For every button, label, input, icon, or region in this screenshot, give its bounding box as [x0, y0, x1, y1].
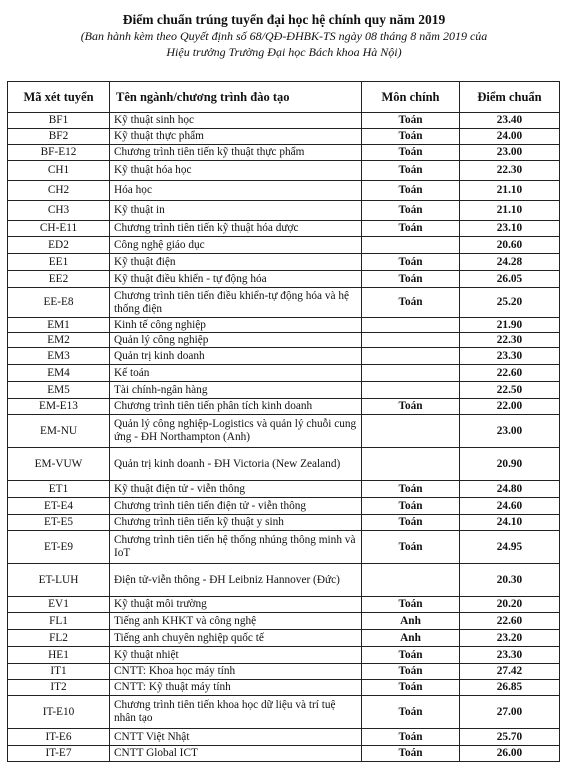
row-program-name: Chương trình tiên tiến phân tích kinh doanh	[110, 399, 362, 415]
row-code: EE1	[8, 254, 110, 271]
document-subtitle-line1: (Ban hành kèm theo Quyết định số 68/QĐ-ĐHBK-TS ngày 08 tháng 8 năm 2019 của	[80, 29, 488, 43]
row-code: BF-E12	[8, 145, 110, 161]
row-code: CH-E11	[8, 221, 110, 237]
row-main-subject: Toán	[362, 113, 460, 129]
row-main-subject: Toán	[362, 696, 460, 729]
row-cutoff-score: 23.20	[460, 630, 560, 647]
row-cutoff-score: 23.10	[460, 221, 560, 237]
row-program-name: Kỹ thuật điện	[110, 254, 362, 271]
row-program-name: Kế toán	[110, 365, 362, 382]
row-code: CH3	[8, 201, 110, 221]
row-code: HE1	[8, 647, 110, 664]
row-code: IT-E10	[8, 696, 110, 729]
row-cutoff-score: 22.50	[460, 382, 560, 399]
row-program-name: Kỹ thuật sinh học	[110, 113, 362, 129]
row-main-subject: Toán	[362, 145, 460, 161]
row-program-name: Hóa học	[110, 181, 362, 201]
row-main-subject: Toán	[362, 746, 460, 762]
row-cutoff-score: 20.30	[460, 564, 560, 597]
row-program-name: Kỹ thuật hóa học	[110, 161, 362, 181]
row-code: FL1	[8, 613, 110, 630]
table-row	[8, 271, 560, 288]
row-main-subject: Toán	[362, 288, 460, 318]
table-row	[8, 448, 560, 481]
row-program-name: Chương trình tiên tiến kỹ thuật hóa dược	[110, 221, 362, 237]
table-body	[8, 113, 560, 762]
row-main-subject: Toán	[362, 481, 460, 498]
table-row	[8, 729, 560, 746]
row-main-subject: Toán	[362, 515, 460, 531]
admission-scores-table	[7, 81, 560, 762]
table-row	[8, 129, 560, 145]
row-main-subject: Toán	[362, 399, 460, 415]
row-program-name: CNTT: Khoa học máy tính	[110, 664, 362, 680]
row-program-name: Kỹ thuật điện tử - viễn thông	[110, 481, 362, 498]
row-cutoff-score: 25.70	[460, 729, 560, 746]
row-main-subject: Toán	[362, 647, 460, 664]
table-row	[8, 498, 560, 515]
row-program-name: Chương trình tiên tiến kỹ thuật thực phẩm	[110, 145, 362, 161]
table-row	[8, 696, 560, 729]
row-program-name: Chương trình tiên tiến kỹ thuật y sinh	[110, 515, 362, 531]
table-row	[8, 201, 560, 221]
row-code: IT1	[8, 664, 110, 680]
row-cutoff-score: 24.60	[460, 498, 560, 515]
row-program-name: Quản trị kinh doanh - ĐH Victoria (New Zealand)	[110, 448, 362, 481]
row-program-name: Chương trình tiên tiến điều khiển-tự động hóa và hệ thống điện	[110, 288, 362, 318]
row-cutoff-score: 22.60	[460, 613, 560, 630]
row-main-subject: Toán	[362, 531, 460, 564]
row-cutoff-score: 20.90	[460, 448, 560, 481]
table-row	[8, 333, 560, 348]
row-code: ED2	[8, 237, 110, 254]
table-row	[8, 318, 560, 333]
table-row	[8, 365, 560, 382]
row-program-name: Chương trình tiên tiến hệ thống nhúng thông minh và IoT	[110, 531, 362, 564]
row-code: ET-E4	[8, 498, 110, 515]
table-row	[8, 664, 560, 680]
table-row	[8, 613, 560, 630]
row-cutoff-score: 25.20	[460, 288, 560, 318]
row-code: EM-NU	[8, 415, 110, 448]
row-program-name: Quản lý công nghiệp	[110, 333, 362, 348]
row-main-subject	[362, 382, 460, 399]
table-header-row	[8, 82, 560, 113]
row-program-name: Tiếng anh chuyên nghiệp quốc tế	[110, 630, 362, 647]
row-program-name: Công nghệ giáo dục	[110, 237, 362, 254]
table-row	[8, 515, 560, 531]
row-program-name: CNTT Global ICT	[110, 746, 362, 762]
table-row	[8, 531, 560, 564]
row-code: EM2	[8, 333, 110, 348]
row-main-subject	[362, 318, 460, 333]
row-code: BF2	[8, 129, 110, 145]
table-row	[8, 382, 560, 399]
row-program-name: Quản lý công nghiệp-Logistics và quản lý chuỗi cung ứng - ĐH Northampton (Anh)	[110, 415, 362, 448]
row-program-name: Kỹ thuật in	[110, 201, 362, 221]
row-code: EM-E13	[8, 399, 110, 415]
row-cutoff-score: 22.00	[460, 399, 560, 415]
row-main-subject: Toán	[362, 664, 460, 680]
table-row	[8, 564, 560, 597]
table-row	[8, 647, 560, 664]
row-main-subject: Toán	[362, 271, 460, 288]
row-main-subject: Toán	[362, 597, 460, 613]
row-code: EE2	[8, 271, 110, 288]
row-program-name: Kỹ thuật điều khiển - tự động hóa	[110, 271, 362, 288]
row-code: EM-VUW	[8, 448, 110, 481]
row-cutoff-score: 23.40	[460, 113, 560, 129]
row-code: BF1	[8, 113, 110, 129]
row-code: EM4	[8, 365, 110, 382]
table-row	[8, 415, 560, 448]
row-cutoff-score: 24.80	[460, 481, 560, 498]
row-program-name: CNTT Việt Nhật	[110, 729, 362, 746]
row-program-name: Chương trình tiên tiến khoa học dữ liệu và trí tuệ nhân tạo	[110, 696, 362, 729]
row-main-subject	[362, 333, 460, 348]
row-main-subject: Toán	[362, 254, 460, 271]
row-main-subject	[362, 564, 460, 597]
row-code: EM5	[8, 382, 110, 399]
row-code: IT-E6	[8, 729, 110, 746]
row-code: ET-E9	[8, 531, 110, 564]
table-row	[8, 221, 560, 237]
row-program-name: Chương trình tiên tiến điện tử - viễn thông	[110, 498, 362, 515]
row-main-subject: Toán	[362, 680, 460, 696]
row-code: ET1	[8, 481, 110, 498]
row-cutoff-score: 22.30	[460, 161, 560, 181]
row-main-subject: Toán	[362, 221, 460, 237]
row-code: IT-E7	[8, 746, 110, 762]
row-cutoff-score: 26.85	[460, 680, 560, 696]
row-main-subject	[362, 415, 460, 448]
row-code: ET-E5	[8, 515, 110, 531]
header-code: Mã xét tuyển	[8, 82, 110, 113]
row-program-name: Tài chính-ngân hàng	[110, 382, 362, 399]
row-code: EM1	[8, 318, 110, 333]
table-row	[8, 399, 560, 415]
row-cutoff-score: 23.30	[460, 348, 560, 365]
row-code: CH1	[8, 161, 110, 181]
row-main-subject	[362, 448, 460, 481]
row-code: FL2	[8, 630, 110, 647]
row-main-subject: Anh	[362, 613, 460, 630]
row-code: CH2	[8, 181, 110, 201]
table-row	[8, 237, 560, 254]
row-program-name: Quản trị kinh doanh	[110, 348, 362, 365]
row-cutoff-score: 20.60	[460, 237, 560, 254]
table-row	[8, 161, 560, 181]
table-row	[8, 348, 560, 365]
header-score: Điểm chuẩn	[460, 82, 560, 113]
row-cutoff-score: 23.30	[460, 647, 560, 664]
row-program-name: Điện tử-viễn thông - ĐH Leibniz Hannover (Đức)	[110, 564, 362, 597]
row-cutoff-score: 20.20	[460, 597, 560, 613]
row-program-name: Kỹ thuật thực phẩm	[110, 129, 362, 145]
row-cutoff-score: 27.42	[460, 664, 560, 680]
table-row	[8, 288, 560, 318]
row-main-subject: Toán	[362, 129, 460, 145]
row-main-subject: Anh	[362, 630, 460, 647]
row-code: ET-LUH	[8, 564, 110, 597]
row-code: IT2	[8, 680, 110, 696]
table-row	[8, 630, 560, 647]
row-main-subject	[362, 365, 460, 382]
row-cutoff-score: 21.10	[460, 201, 560, 221]
row-cutoff-score: 24.28	[460, 254, 560, 271]
table-row	[8, 113, 560, 129]
row-cutoff-score: 22.30	[460, 333, 560, 348]
row-cutoff-score: 27.00	[460, 696, 560, 729]
row-cutoff-score: 26.00	[460, 746, 560, 762]
table-row	[8, 481, 560, 498]
row-cutoff-score: 22.60	[460, 365, 560, 382]
row-cutoff-score: 24.10	[460, 515, 560, 531]
row-program-name: Tiếng anh KHKT và công nghệ	[110, 613, 362, 630]
row-main-subject: Toán	[362, 161, 460, 181]
table-row	[8, 746, 560, 762]
row-code: EE-E8	[8, 288, 110, 318]
table-row	[8, 597, 560, 613]
header-subject: Môn chính	[362, 82, 460, 113]
row-cutoff-score: 21.90	[460, 318, 560, 333]
row-main-subject	[362, 237, 460, 254]
row-code: EV1	[8, 597, 110, 613]
row-program-name: Kỹ thuật môi trường	[110, 597, 362, 613]
document-subtitle-line2: Hiệu trưởng Trường Đại học Bách khoa Hà Nội)	[166, 45, 402, 59]
row-program-name: Kỹ thuật nhiệt	[110, 647, 362, 664]
table-row	[8, 254, 560, 271]
row-program-name: CNTT: Kỹ thuật máy tính	[110, 680, 362, 696]
document-title: Điểm chuẩn trúng tuyển đại học hệ chính quy năm 2019	[122, 12, 446, 27]
row-cutoff-score: 24.95	[460, 531, 560, 564]
table-row	[8, 181, 560, 201]
row-cutoff-score: 23.00	[460, 415, 560, 448]
row-main-subject: Toán	[362, 729, 460, 746]
row-program-name: Kinh tế công nghiệp	[110, 318, 362, 333]
row-main-subject: Toán	[362, 181, 460, 201]
header-name: Tên ngành/chương trình đào tạo	[110, 82, 362, 113]
row-main-subject	[362, 348, 460, 365]
row-cutoff-score: 21.10	[460, 181, 560, 201]
table-row	[8, 145, 560, 161]
row-main-subject: Toán	[362, 498, 460, 515]
table-row	[8, 680, 560, 696]
row-main-subject: Toán	[362, 201, 460, 221]
row-cutoff-score: 24.00	[460, 129, 560, 145]
row-code: EM3	[8, 348, 110, 365]
row-cutoff-score: 23.00	[460, 145, 560, 161]
row-cutoff-score: 26.05	[460, 271, 560, 288]
